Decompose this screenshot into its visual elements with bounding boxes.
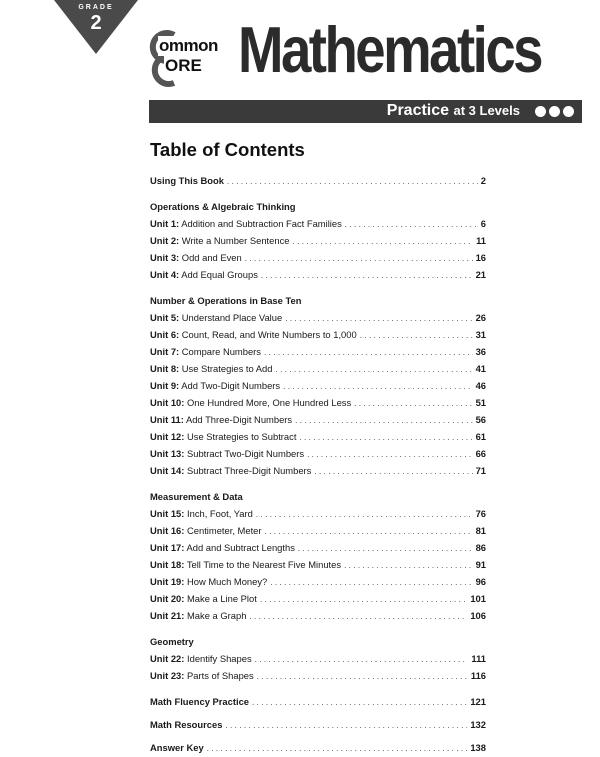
toc-entry: Unit 13: Subtract Two-Digit Numbers ..... 66 — [150, 445, 486, 462]
toc-entry: Unit 11: Add Three-Digit Numbers ..... 56 — [150, 411, 486, 428]
level-dots-icon — [535, 106, 574, 117]
toc-entry: Unit 21: Make a Graph ..... 106 — [150, 607, 486, 624]
grade-number: 2 — [90, 12, 102, 34]
grade-label: GRADE — [78, 4, 114, 11]
subtitle-bar — [149, 100, 582, 123]
table-of-contents — [150, 172, 486, 756]
toc-entry: Unit 10: One Hundred More, One Hundred Less ..... 51 — [150, 394, 486, 411]
subtitle-main: Practice — [386, 102, 450, 119]
toc-entry: Unit 6: Count, Read, and Write Numbers to 1,000 ..... 31 — [150, 326, 486, 343]
toc-entry: Unit 5: Understand Place Value ..... 26 — [150, 309, 486, 326]
section-heading: Geometry — [150, 636, 194, 647]
toc-entry: Unit 15: Inch, Foot, Yard ..... 76 — [150, 505, 486, 522]
section-heading: Measurement & Data — [150, 491, 243, 502]
toc-entry: Unit 9: Add Two-Digit Numbers ..... 46 — [150, 377, 486, 394]
toc-entry: Unit 18: Tell Time to the Nearest Five Minutes ..... 91 — [150, 556, 486, 573]
logo-common-text: ommon — [159, 36, 218, 55]
toc-entry: Unit 23: Parts of Shapes ..... 116 — [150, 667, 486, 684]
toc-entry: Unit 17: Add and Subtract Lengths ..... 86 — [150, 539, 486, 556]
book-title: Mathematics — [238, 13, 542, 86]
toc-entry: Unit 2: Write a Number Sentence ..... 11 — [150, 232, 486, 249]
logo-core-text: ORE — [165, 56, 202, 75]
toc-entry: Unit 16: Centimeter, Meter ..... 81 — [150, 522, 486, 539]
toc-entry: Unit 3: Odd and Even ..... 16 — [150, 249, 486, 266]
toc-entry: Unit 12: Use Strategies to Subtract ..... 61 — [150, 428, 486, 445]
toc-entry: Math Resources ..... 132 — [150, 716, 486, 733]
toc-entry: Unit 4: Add Equal Groups ..... 21 — [150, 266, 486, 283]
toc-entry: Using This Book ..... 2 — [150, 172, 486, 189]
toc-entry: Unit 19: How Much Money? ..... 96 — [150, 573, 486, 590]
toc-entry: Unit 14: Subtract Three-Digit Numbers ..... 71 — [150, 462, 486, 479]
toc-entry: Unit 22: Identify Shapes ..... 111 — [150, 650, 486, 667]
toc-entry: Unit 8: Use Strategies to Add ..... 41 — [150, 360, 486, 377]
subtitle-text — [387, 102, 520, 120]
toc-heading: Table of Contents — [150, 139, 305, 160]
toc-entry: Unit 1: Addition and Subtraction Fact Families ..... 6 — [150, 215, 486, 232]
subtitle-levels: at 3 Levels — [453, 103, 520, 118]
section-heading: Number & Operations in Base Ten — [150, 295, 302, 306]
toc-entry: Unit 7: Compare Numbers ..... 36 — [150, 343, 486, 360]
toc-entry: Unit 20: Make a Line Plot ..... 101 — [150, 590, 486, 607]
section-heading: Operations & Algebraic Thinking — [150, 201, 296, 212]
toc-entry: Math Fluency Practice ..... 121 — [150, 693, 486, 710]
toc-entry: Answer Key ..... 138 — [150, 739, 486, 756]
